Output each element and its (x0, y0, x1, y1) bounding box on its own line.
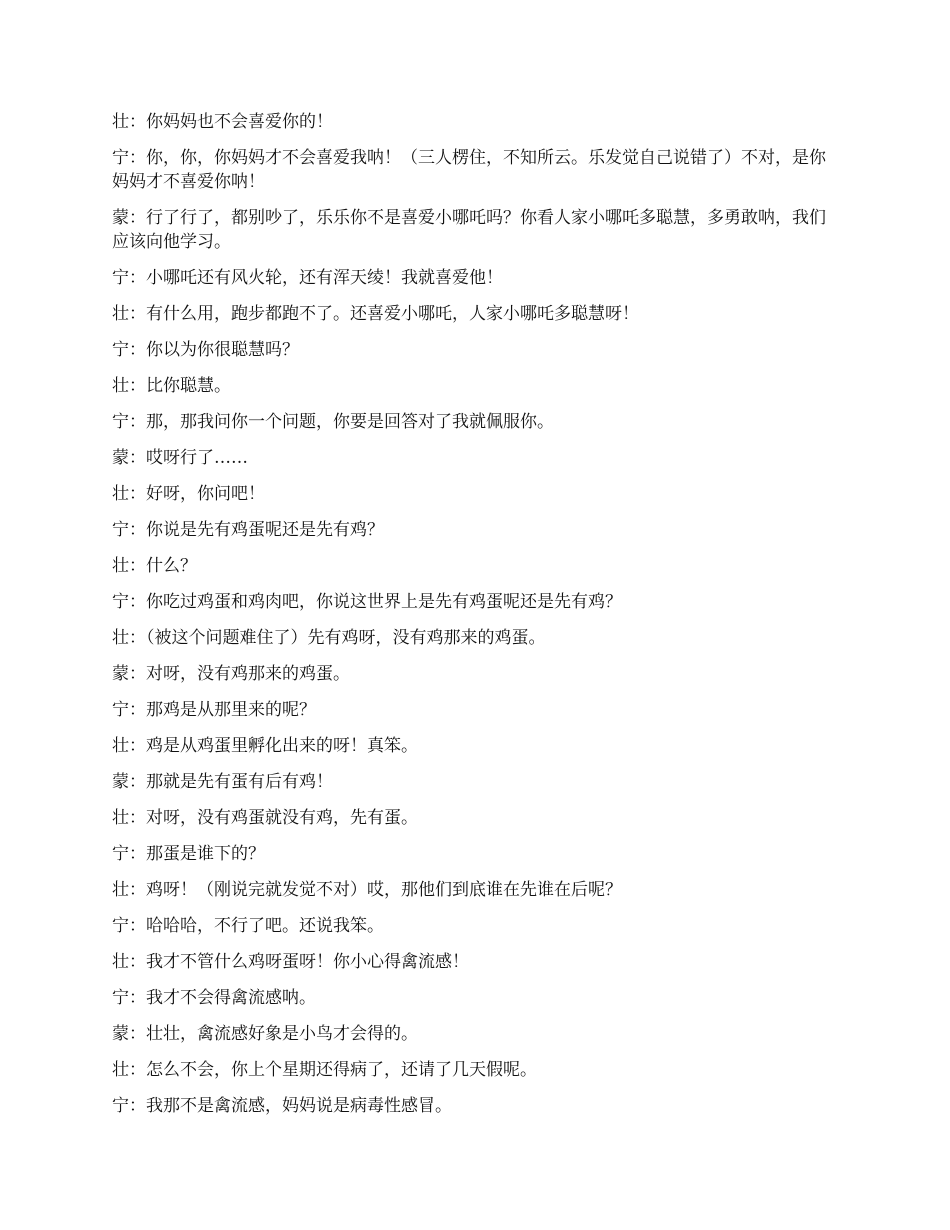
dialogue-line: 宁：我才不会得禽流感呐。 (112, 988, 316, 1008)
dialogue-line: 蒙：那就是先有蛋有后有鸡！ (112, 772, 333, 792)
dialogue-line: 壮：鸡呀！（刚说完就发觉不对）哎，那他们到底谁在先谁在后呢？ (112, 880, 622, 900)
dialogue-line: 宁：那蛋是谁下的？ (112, 844, 265, 864)
dialogue-line: 壮：好呀，你问吧！ (112, 484, 265, 504)
dialogue-line: 宁：那鸡是从那里来的呢？ (112, 700, 316, 720)
dialogue-line: 壮：鸡是从鸡蛋里孵化出来的呀！真笨。 (112, 736, 418, 756)
dialogue-line: 蒙：壮壮，禽流感好象是小鸟才会得的。 (112, 1024, 418, 1044)
dialogue-line: 宁：小哪吒还有风火轮，还有浑天绫！我就喜爱他！ (112, 268, 503, 288)
dialogue-line: 壮：我才不管什么鸡呀蛋呀！你小心得禽流感！ (112, 952, 469, 972)
dialogue-line: 壮：什么？ (112, 556, 197, 576)
dialogue-line: 宁：你吃过鸡蛋和鸡肉吧，你说这世界上是先有鸡蛋呢还是先有鸡？ (112, 592, 622, 612)
dialogue-line: 壮：（被这个问题难住了）先有鸡呀，没有鸡那来的鸡蛋。 (112, 628, 546, 648)
dialogue-line: 壮：怎么不会，你上个星期还得病了，还请了几天假呢。 (112, 1060, 537, 1080)
dialogue-line: 蒙：行了行了，都别吵了，乐乐你不是喜爱小哪吒吗？你看人家小哪吒多聪慧，多勇敢呐，我们应该向他学习。 (112, 208, 826, 252)
dialogue-line: 蒙：对呀，没有鸡那来的鸡蛋。 (112, 664, 350, 684)
dialogue-line: 蒙：哎呀行了…… (112, 448, 248, 468)
dialogue-line: 壮：比你聪慧。 (112, 376, 231, 396)
dialogue-line: 壮：有什么用，跑步都跑不了。还喜爱小哪吒，人家小哪吒多聪慧呀！ (112, 304, 639, 324)
dialogue-line: 宁：那，那我问你一个问题，你要是回答对了我就佩服你。 (112, 412, 554, 432)
dialogue-line: 宁：你，你，你妈妈才不会喜爱我呐！（三人楞住，不知所云。乐发觉自己说错了）不对，是你妈妈才不喜爱你呐！ (112, 148, 826, 192)
dialogue-line: 宁：我那不是禽流感，妈妈说是病毒性感冒。 (112, 1096, 452, 1116)
dialogue-line: 宁：你说是先有鸡蛋呢还是先有鸡？ (112, 520, 384, 540)
dialogue-line: 宁：哈哈哈，不行了吧。还说我笨。 (112, 916, 384, 936)
dialogue-line: 壮：对呀，没有鸡蛋就没有鸡，先有蛋。 (112, 808, 418, 828)
dialogue-line: 宁：你以为你很聪慧吗？ (112, 340, 299, 360)
dialogue-text (112, 110, 827, 1130)
dialogue-line: 壮：你妈妈也不会喜爱你的！ (112, 112, 333, 132)
